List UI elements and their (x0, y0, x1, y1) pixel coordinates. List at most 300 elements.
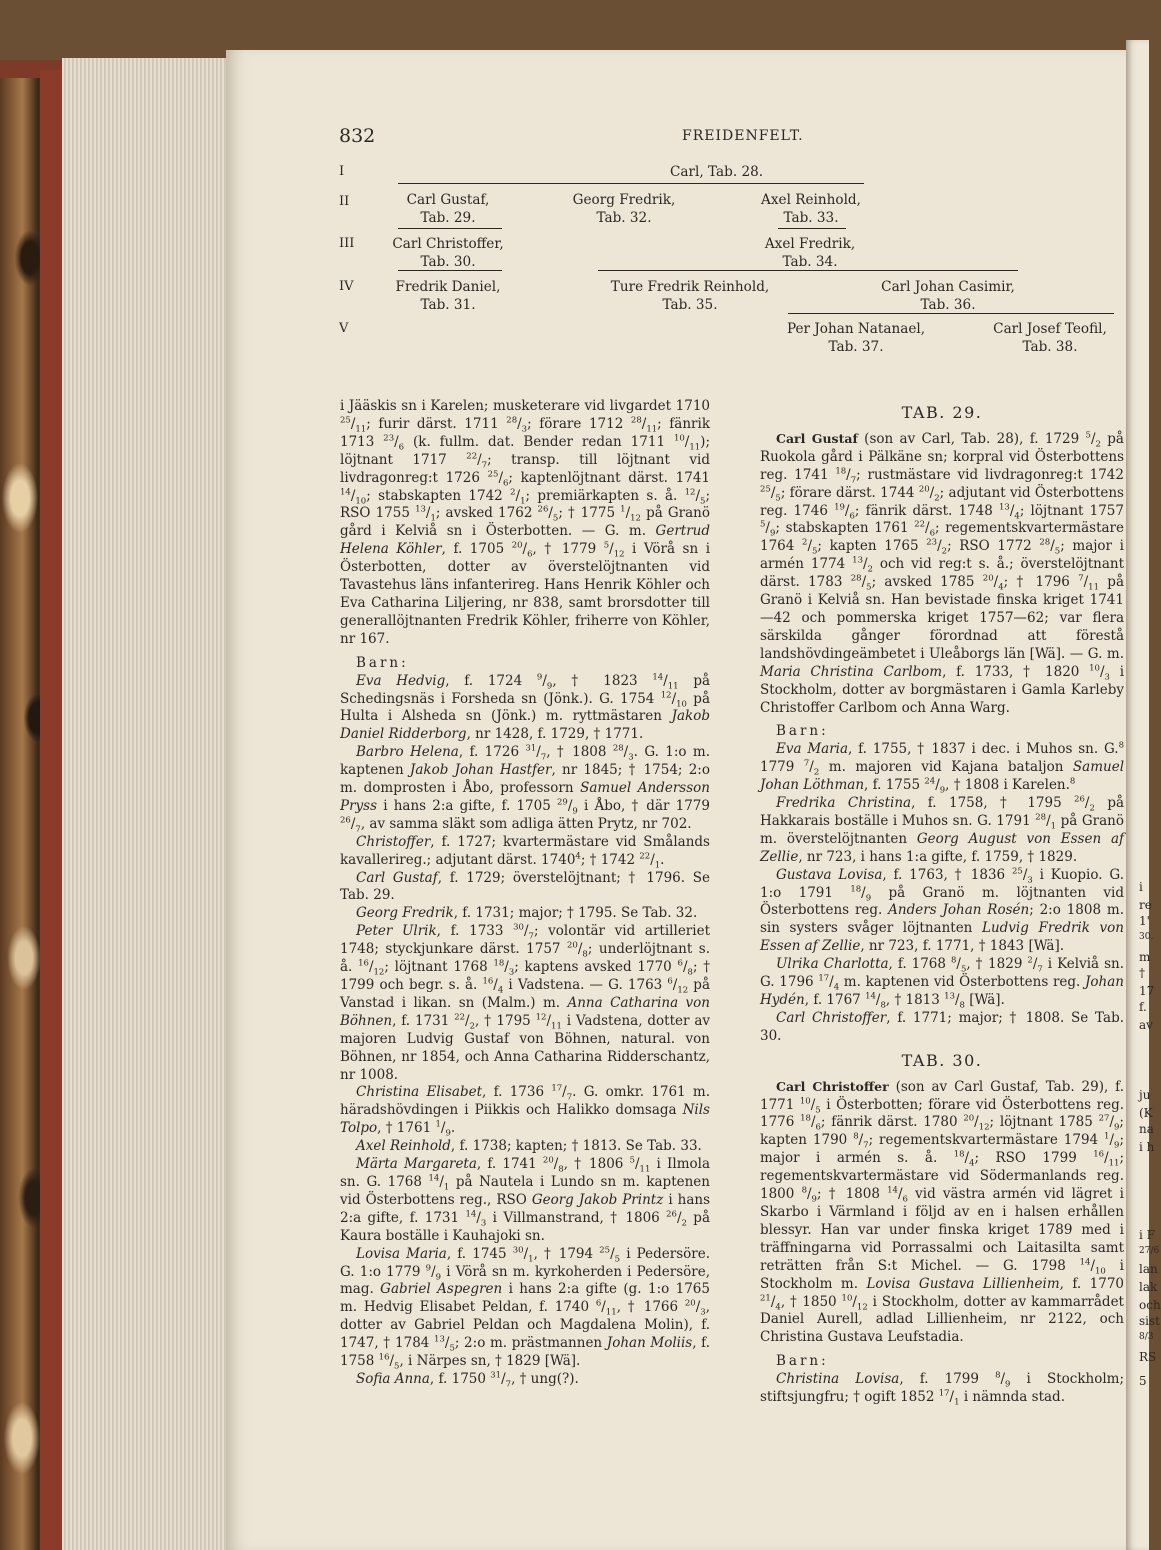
text-run: / (974, 1114, 979, 1131)
text-run: 8 (995, 1370, 1001, 1381)
text-run: ; rustmästare vid livdragonreg:t 1742 (856, 466, 1124, 483)
text-run: i Stockholm m. (760, 1257, 1124, 1292)
text-run: 2 (867, 564, 873, 575)
entry-paragraph (340, 1156, 710, 1246)
text-run: på Granö m. löjtnanten vid Österbottens reg. (760, 884, 1124, 919)
text-run: ; löjtnant 1757 (1019, 502, 1124, 519)
text-run: 25 (760, 484, 771, 495)
text-run: 28 (850, 573, 862, 584)
text-run: ; fänrik därst. 1748 (854, 502, 999, 519)
text-run: 11 (605, 1308, 617, 1318)
text-run: 17 (551, 1083, 563, 1094)
text-run: 6 (929, 529, 936, 540)
person-name: Ulrika Charlotta (776, 956, 889, 973)
text-run: / (1022, 866, 1028, 883)
text-run: 5 (603, 540, 610, 551)
text-run: 11 (689, 442, 701, 453)
tree-connector-gen2 (398, 183, 864, 184)
entry-paragraph (760, 1010, 1124, 1046)
text-run: 8 (1118, 740, 1124, 751)
text-run: / (846, 466, 851, 483)
text-run: 1 (443, 1182, 450, 1193)
text-run: ; förare 1712 (527, 415, 631, 432)
text-run: 23 (383, 433, 395, 444)
text-run: 18 (493, 958, 505, 969)
text-run: 5 (614, 1254, 621, 1265)
text-run: / (809, 759, 814, 776)
text-run: 7 (803, 758, 810, 769)
text-run: ; stabskapten 1742 (366, 487, 511, 504)
text-run: 5 (394, 1361, 400, 1372)
text-run: Barn: (776, 1353, 829, 1370)
text-run: / (465, 1012, 470, 1029)
tree-node-ture-fredrik-reinhold: Ture Fredrik Reinhold, Tab. 35. (610, 279, 770, 313)
text-run: ; 2:o m. prästmannen (454, 1335, 607, 1352)
text-run: ; kapten 1765 (817, 538, 927, 555)
text-run: ); löjtnant 1717 (340, 433, 710, 468)
text-run: / (1084, 795, 1090, 812)
text-run: / (522, 541, 528, 558)
text-run: 11 (639, 1164, 651, 1175)
text-run: 1779 (760, 759, 804, 776)
text-run: ; RSO 1755 (340, 487, 710, 522)
text-run: / (1109, 1114, 1114, 1131)
text-run: på Granö i Kelviå sn. Han bevistade finska kriget 1741—42 och pommerska kriget 1757—62; var flera särskilda gånger förordnad att förestå landshövdingeämbetet i Uleåborgs län [Wä]. — G. m. (760, 574, 1124, 662)
text-run: 26 (666, 1209, 677, 1220)
text-run: ; volontär vid artilleriet 1748; styckjunkare därst. 1757 (340, 923, 710, 958)
text-run: . (450, 1120, 456, 1137)
text-run: och vid reg:t s. å.; överstelöjtnant därst. 1783 (760, 556, 1124, 591)
text-run: på Granö m. överstelöjtnanten (760, 812, 1124, 847)
text-run: 8 (1069, 776, 1076, 787)
text-run: vid västra armén vid lägret i Skarbo i Värmland i följd av en i halsen erhållen blessyr. Han var under finska kriget 1789 med i träffningarna vid Porrassalmi och Laitasilta samt reträtten från S:t Michel. — G. 1798 (760, 1186, 1124, 1274)
text-run: Barn: (356, 654, 409, 671)
text-run: i Vörå sn i Österbotten, dotter av överstelöjtnanten vid Tavastehus läns infanterireg. Hans Henrik Köhler och Eva Catharina Liljering, nr 838, samt brorsdotter till generallöjtnanten Fredrik Köhler, friherre von Köhler, nr 167. (340, 541, 711, 647)
text-run: 5 (700, 496, 706, 507)
text-run: ; avsked 1762 (435, 505, 538, 522)
text-run: 6 (503, 478, 509, 489)
text-column-left (340, 398, 710, 1389)
text-run: på Hulta i Alsheda sn (Jönk.) m. ryttmästaren (340, 690, 710, 725)
text-run: ; regementskvartermästare vid Södermanlands reg. 1800 (760, 1150, 1125, 1203)
text-run: på Ruokola gård i Pälkäne sn; korpral vid Österbottens reg. 1741 (760, 430, 1124, 483)
text-run: / (672, 977, 678, 993)
text-run: 22 (914, 519, 926, 530)
text-run: , † 1766 (616, 1299, 685, 1316)
text-run: ; furir därst. 1711 (366, 415, 507, 432)
text-run: 3 (628, 752, 634, 763)
text-run: 16 (358, 958, 369, 969)
tree-connector-gen3-left (398, 228, 502, 229)
text-run: i Vörå sn m. kyrkoherden i Pedersöre, mag. (340, 1263, 710, 1298)
text-run: 9 (1114, 1123, 1120, 1134)
text-run: på Kaura boställe i Kauhajoki sn. (340, 1209, 710, 1244)
text-run: 4 (497, 985, 504, 996)
text-run: / (350, 415, 356, 432)
text-run: 5 (1054, 547, 1061, 558)
text-run: ; † 1799 och begr. s. å. (340, 959, 710, 993)
text-run: / (937, 538, 942, 555)
text-run: 9 (435, 1272, 442, 1283)
text-run: i hans 2:a gifte, f. 1731 (340, 1191, 711, 1226)
text-run: , † 1813 (885, 992, 945, 1008)
person-name: Lovisa Gustava Lillienheim (866, 1275, 1060, 1292)
text-run: , i Närpes sn, † 1829 [Wä]. (399, 1353, 581, 1370)
page-number: 832 (339, 125, 376, 147)
text-run: 9 (939, 785, 946, 796)
facing-fragment: i h (1139, 1140, 1155, 1154)
text-run: 4 (575, 851, 581, 862)
text-run: 12 (684, 487, 696, 498)
text-run: 1 (1104, 1131, 1110, 1142)
text-run: ; major i armén s. å. (760, 1132, 1125, 1167)
facing-fragment: na (1139, 1122, 1154, 1136)
text-run: , f. 1799 (899, 1371, 996, 1388)
person-name: Märta Margareta (356, 1156, 477, 1173)
text-run: ; † 1808 (816, 1186, 888, 1203)
person-name: Nils Tolpo (340, 1102, 710, 1137)
running-head: FREIDENFELT. (682, 128, 804, 144)
text-run: (k. fullm. dat. Bender redan 1711 (404, 433, 674, 450)
text-run: 3 (480, 1218, 487, 1229)
text-run: 6 (677, 958, 683, 969)
text-run: ; fänrik därst. 1780 (820, 1114, 964, 1131)
facing-fragment: 17 (1139, 984, 1155, 998)
text-run: / (394, 433, 399, 450)
text-run: , av samma släkt som adliga ätten Prytz, nr 702. (360, 815, 692, 832)
entry-paragraph (760, 956, 1124, 1010)
text-run: / (1050, 538, 1055, 555)
text-run: 11 (667, 681, 679, 692)
text-run: , f. 1768 (888, 956, 951, 973)
text-run: ; regementskvartermästare 1764 (760, 520, 1124, 555)
text-run: TAB. 30. (901, 1050, 983, 1070)
text-run: 18 (835, 466, 847, 477)
facing-fragment: f. (1139, 1000, 1147, 1014)
text-run: 9 (572, 806, 578, 817)
tree-node-georg-fredrik: Georg Fredrik, Tab. 32. (572, 192, 676, 226)
text-run: / (650, 851, 655, 868)
generation-label-I: I (339, 164, 345, 179)
generation-label-IV: IV (339, 279, 354, 294)
text-run: / (852, 1293, 857, 1310)
text-run: i Kuopio. G. 1:o 1791 (760, 866, 1124, 901)
text-run: 18 (850, 884, 862, 895)
facing-fragment: 5 (1139, 1374, 1147, 1388)
text-run: , f. 1733, † 1820 (942, 663, 1090, 680)
person-name: Johan Moliis (606, 1335, 693, 1352)
text-run: , † 1829 (966, 956, 1028, 973)
tree-node-axel-reinhold: Axel Reinhold, Tab. 33. (761, 192, 861, 226)
text-run: ; underlöjtnant s. å. (340, 941, 710, 976)
text-run: på Hakkarais boställe i Muhos sn. G. 1791 (760, 795, 1125, 829)
text-run: i Kelviå sn. G. 1796 (760, 956, 1124, 991)
text-run: 7 (355, 824, 361, 835)
text-run: 2 (681, 1218, 687, 1229)
text-run: 2 (1027, 955, 1033, 966)
text-run: / (548, 505, 553, 522)
entry-paragraph (760, 430, 1124, 718)
tree-node-carl-gustaf: Carl Gustaf, Tab. 29. (406, 192, 490, 226)
person-name: Christina Lovisa (776, 1371, 900, 1388)
text-run: / (1009, 502, 1015, 519)
text-run: 20 (684, 1298, 696, 1309)
text-run: 10 (799, 1096, 811, 1107)
text-run: , dotter av Gabriel Peldan och Magdalena Molin), f. 1747, † 1784 (340, 1299, 710, 1352)
entry-paragraph (760, 867, 1124, 957)
person-name: Georg August von Essen af Zellie (760, 830, 1124, 865)
text-run: / (810, 1096, 816, 1113)
text-run: , nr 1428, f. 1729, † 1771. (466, 726, 644, 743)
text-run: 29 (557, 797, 568, 808)
text-run: 6 (849, 511, 855, 522)
text-run: / (439, 1173, 444, 1190)
person-name: Carl Christoffer (776, 1009, 887, 1026)
person-name: Anna Catharina von Böhnen (340, 994, 711, 1029)
text-run: 2 (941, 547, 948, 558)
text-run: / (542, 672, 547, 689)
text-run: TAB. 29. (901, 403, 983, 422)
text-run: / (444, 1335, 450, 1352)
text-run: 6 (595, 1298, 602, 1309)
text-run: 26 (340, 815, 351, 826)
text-run: 6 (527, 549, 533, 560)
book-spine-edge (40, 70, 64, 1550)
person-name: Maria Christina Carlbom (760, 663, 943, 680)
facing-fragment: lan (1139, 1262, 1158, 1276)
text-run: / (929, 484, 935, 501)
text-run: / (562, 1084, 567, 1101)
text-run: 10 (673, 433, 685, 444)
person-name: Eva Maria (776, 741, 849, 758)
facing-fragment: och (1139, 1298, 1161, 1312)
text-run: ; † 1775 (558, 505, 621, 522)
text-run: 4 (998, 582, 1004, 593)
text-run: / (623, 744, 629, 761)
text-run: 2 (510, 487, 516, 498)
text-run: ; kapten 1790 (760, 1114, 1124, 1149)
text-run: i Stockholm, dotter av kammarrådet Daniel Aurell, adlad Lillienheim, nr 2122, och Christina Gustava Leufstadia. (760, 1293, 1124, 1346)
text-run: 16 (1093, 1149, 1105, 1160)
text-run: 25 (487, 469, 499, 480)
text-run: , f. 1724 (445, 672, 537, 689)
text-run: . (660, 851, 665, 868)
text-run: , f. 1750 (429, 1370, 491, 1387)
table-heading (760, 1052, 1124, 1070)
person-name: Sofia Anna (356, 1370, 430, 1387)
text-run: , f. 1731 (392, 1012, 455, 1029)
text-run: ; kaptenlöjtnant därst. 1741 (508, 469, 710, 486)
entry-paragraph (760, 741, 1124, 795)
text-run: . G. omkr. 1761 m. häradshövdingen i Piikkis och Halikko domsaga (340, 1084, 711, 1119)
text-run: ; RSO 1772 (947, 538, 1040, 555)
person-name: Axel Reinhold (356, 1138, 451, 1155)
entry-paragraph (340, 870, 710, 906)
text-run: / (440, 1120, 446, 1137)
facing-fragment: av (1139, 1018, 1153, 1032)
text-run: 1 (430, 514, 436, 525)
text-run: 26 (537, 504, 549, 515)
text-run: 18 (953, 1149, 965, 1160)
text-run: , nr 723, f. 1771, † 1843 [Wä]. (860, 938, 1065, 955)
text-run: , f. 1771; major; † 1808. Se Tab. 30. (760, 1009, 1125, 1044)
tree-node-axel-fredrik: Axel Fredrik, Tab. 34. (764, 236, 856, 270)
text-run: 12 (856, 1302, 868, 1313)
text-run: , f. 1731; major; † 1795. Se Tab. 32. (453, 905, 698, 922)
text-run: i Vadstena. — G. 1763 (503, 977, 668, 993)
text-run: 8 (687, 967, 693, 978)
text-run: på Vanstad i likan. sn (Malm.) m. (340, 977, 711, 1011)
text-run: / (1000, 1371, 1006, 1388)
text-run: 14 (465, 1209, 477, 1220)
text-run: 1 (954, 1397, 960, 1408)
text-run: 4 (833, 982, 840, 993)
text-run: 18 (800, 1113, 811, 1124)
facing-fragment: 27/6 (1139, 1246, 1160, 1256)
text-run: , f. 1755, † 1837 i dec. i Muhos sn. G. (848, 741, 1119, 758)
text-run: / (993, 574, 999, 591)
person-name: Anders Johan Rosén (888, 902, 1030, 919)
text-run: / (546, 1012, 552, 1029)
text-run: , † 1808 i Karelen. (945, 777, 1070, 794)
text-run: 3 (508, 967, 515, 978)
text-run: 27 (1098, 1113, 1110, 1124)
person-name: Samuel Andersson Pryss (340, 780, 710, 814)
text-run: / (517, 415, 522, 432)
facing-fragment: i F (1139, 1228, 1155, 1242)
text-run: i hans 2:a gifte (g. 1:o 1765 m. Hedvig Elisabet Peldan, f. 1740 (340, 1281, 710, 1316)
text-run: 5 (866, 582, 872, 593)
text-run: 13 (944, 991, 955, 1002)
text-run: 9 (546, 681, 553, 692)
text-run: / (477, 451, 482, 468)
facing-fragment: m (1139, 950, 1151, 964)
text-run: 7 (863, 1141, 869, 1152)
entry-paragraph (760, 1371, 1124, 1407)
text-run: 6 (398, 442, 405, 453)
person-name: Gertrud Helena Köhler (340, 523, 710, 558)
text-run: 8 (959, 1000, 965, 1011)
text-run: / (431, 1263, 436, 1280)
text-run: 12 (660, 690, 672, 700)
text-run: 20 (511, 540, 523, 551)
text-run: / (676, 1209, 682, 1226)
page-block-edges (62, 58, 230, 1550)
text-run: 16 (482, 976, 494, 987)
text-run: 22 (454, 1012, 466, 1023)
person-name: Georg Jakob Printz (531, 1191, 664, 1208)
text-run: 11 (1108, 1158, 1120, 1169)
text-run: 6 (667, 976, 673, 987)
text-run: ; † 1742 (580, 851, 640, 868)
text-run: 9 (536, 672, 543, 683)
text-run: / (601, 1299, 606, 1316)
text-run: / (765, 520, 770, 537)
text-run: ; major i armén 1774 (760, 538, 1124, 573)
text-run: , f. 1767 (804, 992, 866, 1008)
text-run: 14 (865, 991, 876, 1002)
text-run: 7 (481, 460, 488, 471)
text-run: 1 (435, 1119, 441, 1130)
text-run: 2 (802, 537, 808, 548)
text-run: 1 (654, 860, 661, 871)
person-name: Gustava Lovisa (776, 866, 883, 883)
text-run: 12 (613, 549, 625, 560)
text-run: 17 (818, 973, 830, 984)
tree-connector-gen5 (788, 313, 1114, 314)
text-run: / (493, 977, 498, 993)
text-run: / (368, 959, 374, 976)
tree-node-fredrik-daniel: Fredrik Daniel, Tab. 31. (395, 279, 501, 313)
generation-label-III: III (339, 236, 355, 251)
tree-node-carl-christoffer: Carl Christoffer, Tab. 30. (392, 236, 504, 270)
entry-paragraph (340, 398, 710, 649)
entry-paragraph (340, 905, 710, 923)
text-run: 14 (340, 487, 351, 498)
facing-fragment: † (1139, 966, 1145, 980)
person-name: Georg Fredrik (356, 905, 454, 922)
person-name: Barbro Helena (356, 744, 459, 761)
children-heading (340, 655, 710, 673)
table-heading (760, 404, 1124, 422)
text-run: ; stabskapten 1761 (775, 520, 915, 537)
text-run: / (663, 672, 668, 689)
text-run: , † 1779 (532, 541, 604, 558)
text-run: 5 (552, 514, 559, 525)
person-name: Eva Hedvig (356, 672, 446, 689)
entry-paragraph (340, 923, 710, 1084)
text-run: i Ilmola sn. G. 1768 (340, 1156, 710, 1190)
text-run: 1 (1050, 821, 1057, 832)
person-name: Peter Ulrik (356, 923, 437, 940)
person-name: Christina Elisabet (356, 1084, 483, 1101)
entry-paragraph (340, 834, 710, 870)
text-run: på Schedingsnäs i Forsheda sn (Jönk.). G. 1754 (340, 672, 711, 707)
text-run: , † 1823 (552, 672, 653, 689)
text-run: 3 (700, 1308, 706, 1318)
text-run: 17 (938, 1388, 950, 1399)
text-run: 30 (513, 922, 524, 933)
text-run: , f. 1729; överstelöjtnant; † 1796. Se Tab. 29. (340, 869, 710, 904)
children-heading (760, 1353, 1124, 1371)
text-run: 10 (676, 699, 687, 710)
text-run: , † 1795 (475, 1012, 536, 1029)
text-run: / (350, 815, 356, 832)
entry-paragraph (340, 1138, 710, 1156)
text-run: i Jääskis sn i Karelen; musketerare vid livgardet 1710 (340, 398, 710, 414)
text-run: 4 (969, 1158, 975, 1169)
text-run: / (695, 1299, 701, 1316)
text-run: ; avsked 1785 (871, 574, 983, 591)
text-run: , f. 1736 (482, 1084, 552, 1101)
text-run: / (897, 1186, 903, 1203)
text-run: i nämnda stad. (959, 1389, 1065, 1406)
text-run: / (770, 484, 776, 501)
text-run: 2 (469, 1021, 476, 1032)
tree-node-carl: Carl, Tab. 28. (670, 164, 764, 180)
text-run: / (956, 956, 961, 973)
text-run: i Stockholm, dotter av borgmästaren i Gamla Karleby Christoffer Carlbom och Anna Warg. (760, 663, 1125, 716)
text-run: 5 (815, 1105, 821, 1116)
text-run: / (625, 505, 631, 522)
text-run: / (875, 992, 881, 1008)
text-run: / (425, 505, 431, 522)
text-run: 4 (775, 1302, 781, 1313)
text-run: 9 (425, 1263, 432, 1273)
text-run: 12 (677, 985, 689, 996)
text-run: 14 (1079, 1257, 1091, 1268)
tree-connector-gen4-right (598, 270, 1018, 271)
